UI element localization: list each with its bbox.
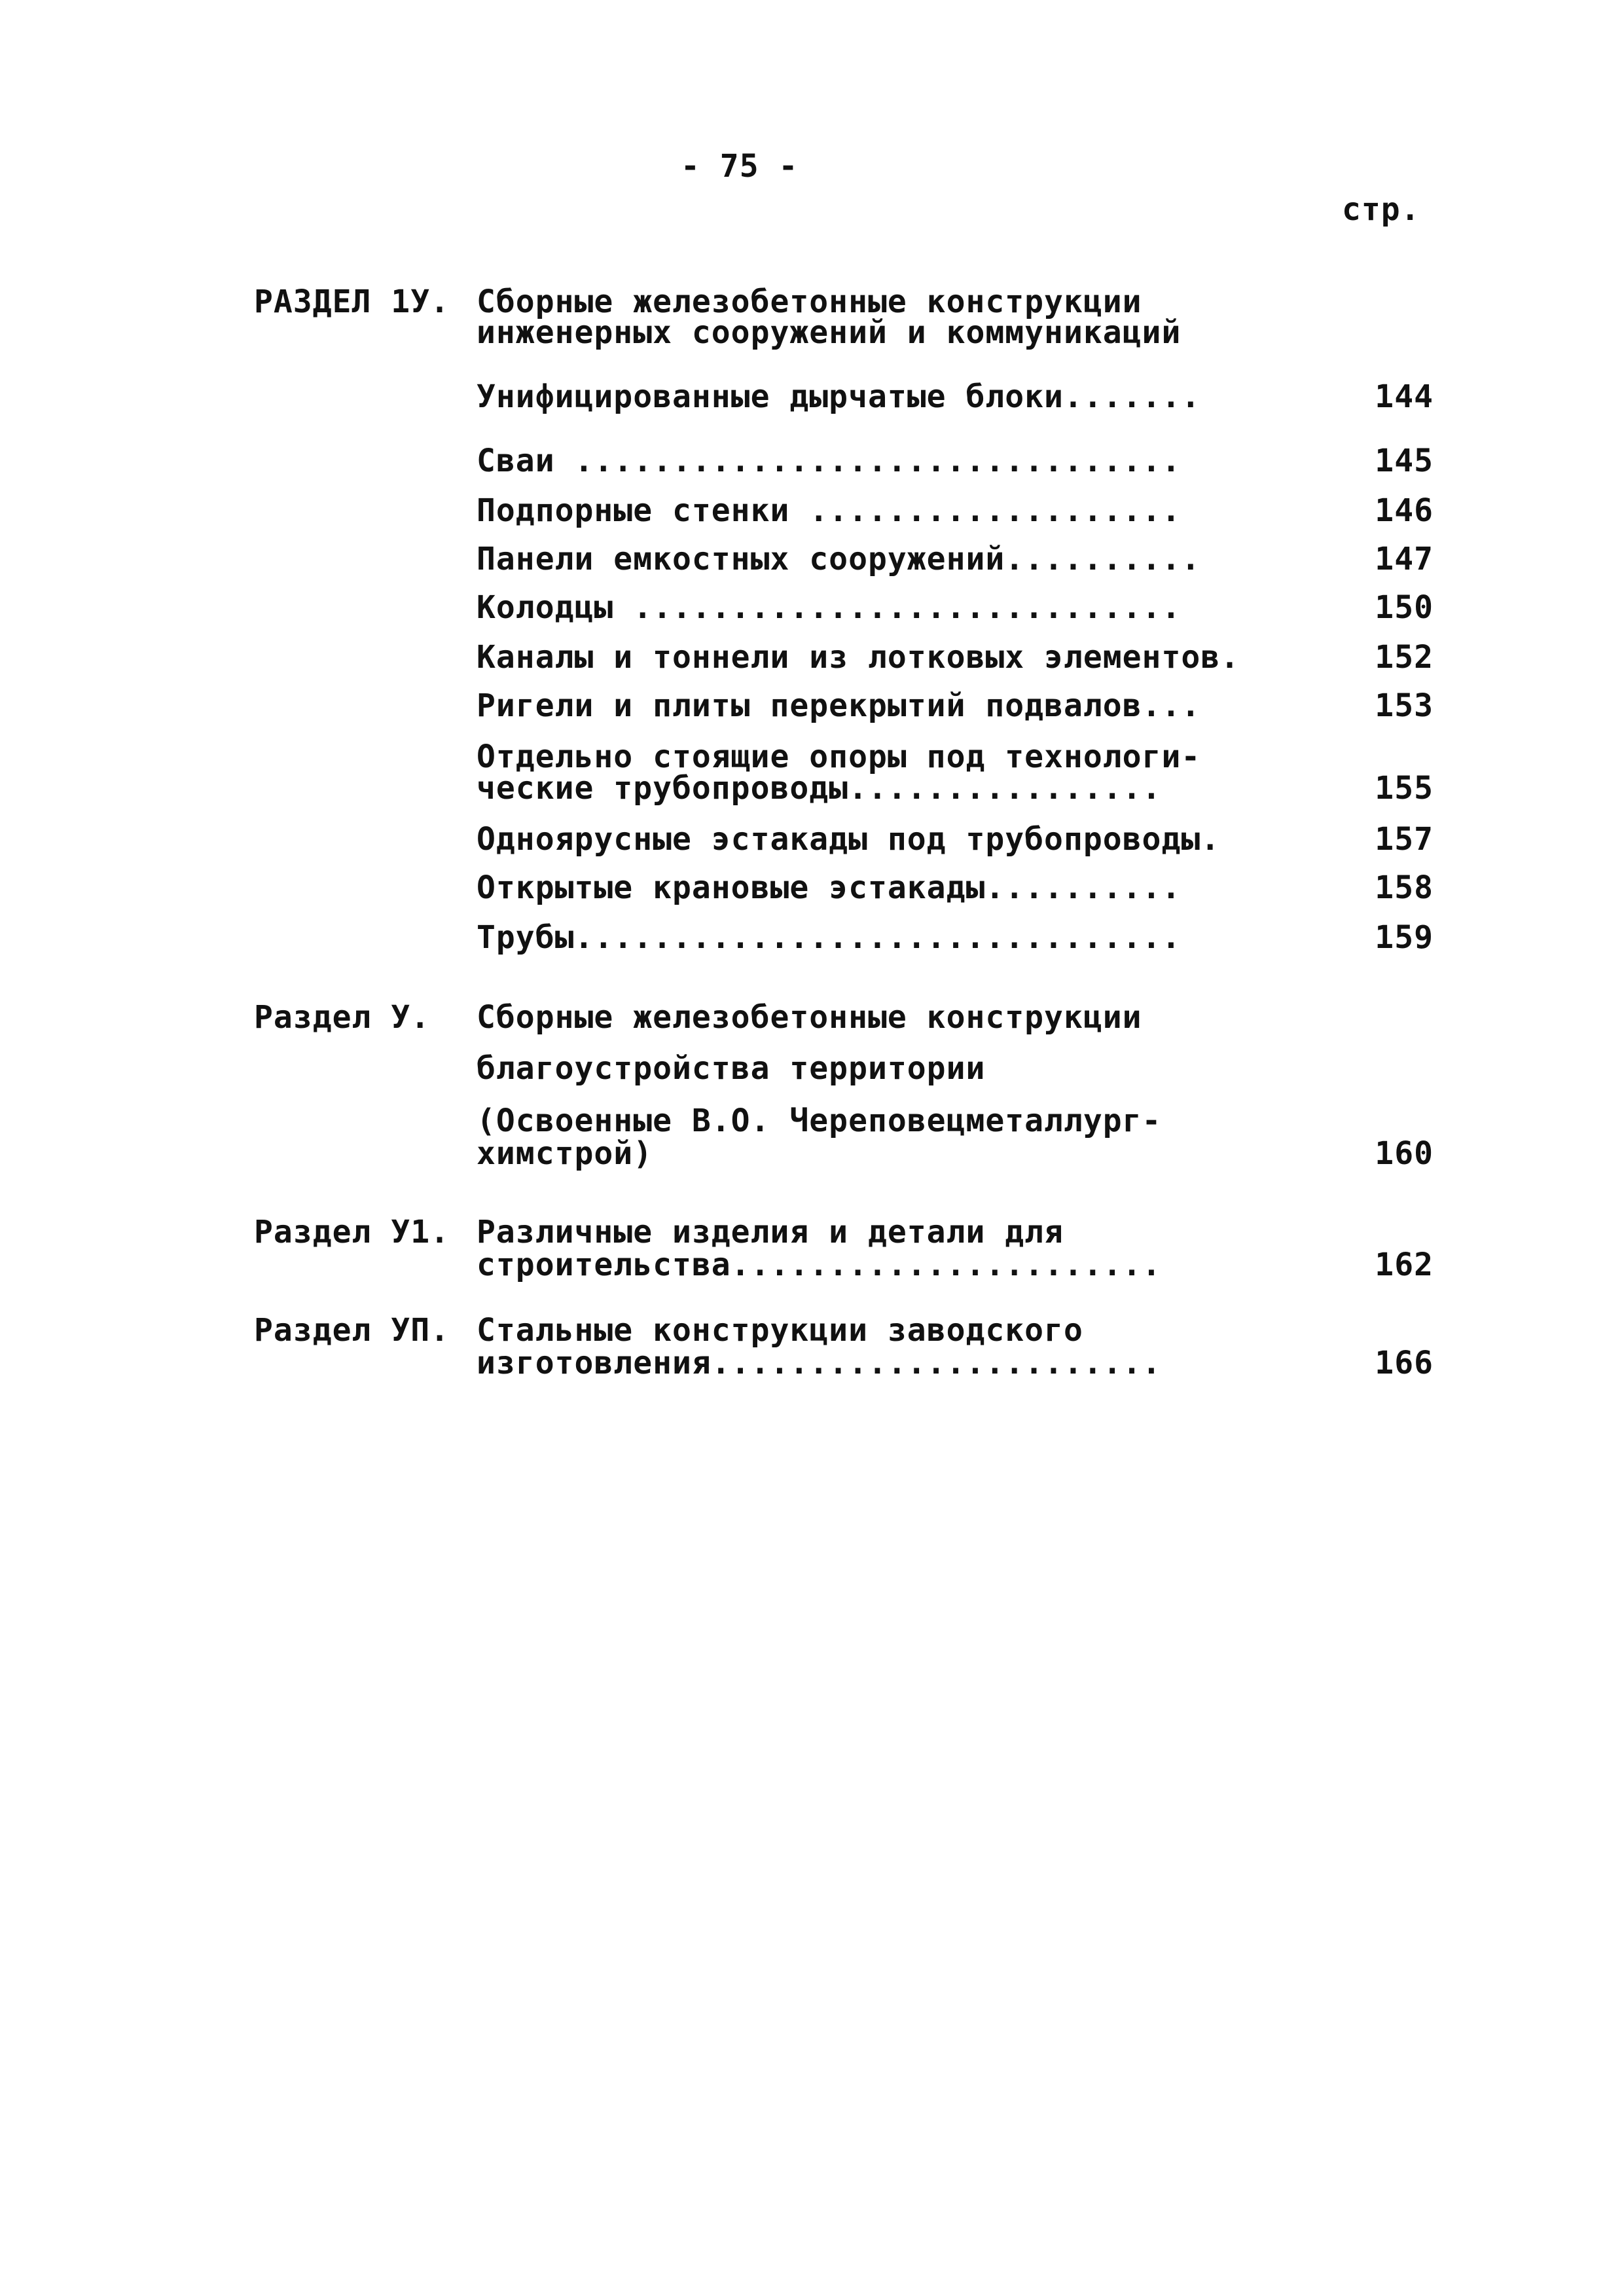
section-page: 166 <box>1375 1345 1434 1381</box>
toc-entry-page: 146 <box>1375 492 1434 529</box>
toc-entry-page: 157 <box>1375 821 1434 858</box>
section-page: 162 <box>1375 1247 1434 1283</box>
section-title-line: (Освоенные В.О. Череповецметаллург- <box>477 1102 1162 1139</box>
toc-entry-text: Подпорные стенки ................... <box>477 492 1182 529</box>
toc-entry-page: 158 <box>1375 869 1434 906</box>
page-number: - 75 - <box>681 148 799 185</box>
toc-entry-page: 144 <box>1375 378 1434 415</box>
toc-entry-text: Каналы и тоннели из лотковых элементов. <box>477 639 1240 676</box>
toc-entry-text: ческие трубопроводы................ <box>477 770 1162 807</box>
section-label: Раздел У. <box>254 999 431 1036</box>
section-label: РАЗДЕЛ 1У. <box>254 283 450 320</box>
page-column-header: стр. <box>1342 191 1420 228</box>
toc-entry-text: Панели емкостных сооружений.......... <box>477 541 1201 577</box>
toc-entry-page: 147 <box>1375 541 1434 577</box>
toc-entry-text: Сваи ............................... <box>477 443 1182 479</box>
section-label: Раздел УП. <box>254 1312 450 1349</box>
toc-entry-page: 145 <box>1375 443 1434 479</box>
toc-entry-page: 153 <box>1375 687 1434 724</box>
section-title-line: изготовления....................... <box>477 1345 1162 1381</box>
section-title-line: Сборные железобетонные конструкции <box>477 283 1142 320</box>
toc-entry-page: 159 <box>1375 919 1434 956</box>
toc-entry-text: Открытые крановые эстакады.......... <box>477 869 1182 906</box>
toc-entry-text: Отдельно стоящие опоры под технологи- <box>477 738 1201 775</box>
section-title-line: Сборные железобетонные конструкции <box>477 999 1142 1036</box>
section-title-line: Стальные конструкции заводского <box>477 1312 1083 1349</box>
section-title-line: благоустройства территории <box>477 1050 986 1087</box>
section-label: Раздел У1. <box>254 1214 450 1250</box>
toc-entry-page: 155 <box>1375 770 1434 807</box>
toc-entry-page: 152 <box>1375 639 1434 676</box>
toc-entry-text: Трубы............................... <box>477 919 1182 956</box>
toc-entry-page: 150 <box>1375 589 1434 626</box>
section-title-line: строительства...................... <box>477 1247 1162 1283</box>
section-page: 160 <box>1375 1135 1434 1172</box>
section-title-line: Различные изделия и детали для <box>477 1214 1064 1250</box>
section-title-line: инженерных сооружений и коммуникаций <box>477 314 1182 351</box>
toc-entry-text: Ригели и плиты перекрытий подвалов... <box>477 687 1201 724</box>
toc-entry-text: Унифицированные дырчатые блоки....... <box>477 378 1201 415</box>
toc-entry-text: Колодцы ............................ <box>477 589 1182 626</box>
toc-entry-text: Одноярусные эстакады под трубопроводы. <box>477 821 1221 858</box>
section-title-line: химстрой) <box>477 1135 653 1172</box>
